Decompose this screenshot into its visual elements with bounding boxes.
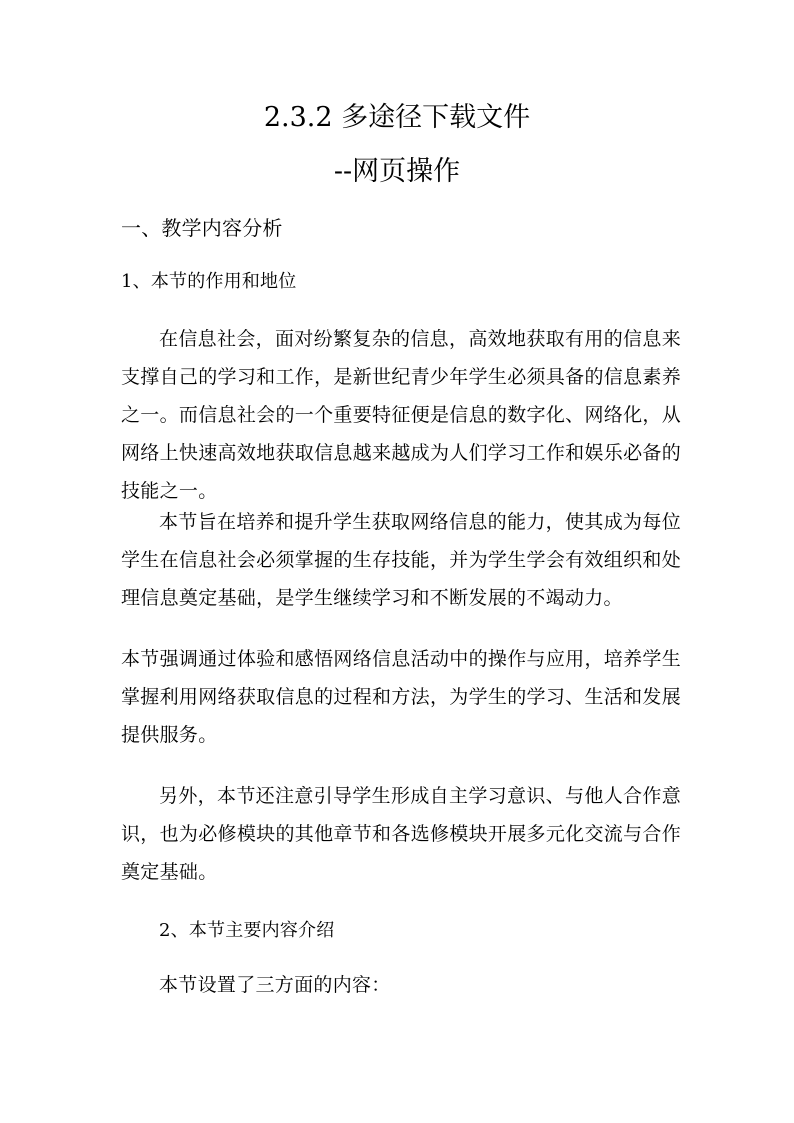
paragraph-section-emphasis: 本节强调通过体验和感悟网络信息活动中的操作与应用，培养学生掌握利用网络获取信息的过程和方法，为学生的学习、生活和发展提供服务。 [121, 648, 681, 746]
document-title: 2.3.2 多途径下载文件 [263, 102, 531, 133]
subsection-heading-role-position: 1、本节的作用和地位 [121, 271, 297, 292]
subsection-heading-main-content: 2、本节主要内容介绍 [159, 920, 335, 941]
paragraph-collaboration: 另外，本节还注意引导学生形成自主学习意识、与他人合作意识，也为必修模块的其他章节和各选修模块开展多元化交流与合作奠定基础。 [121, 785, 681, 883]
section-heading-teaching-analysis: 一、教学内容分析 [121, 216, 283, 240]
document-subtitle: --网页操作 [333, 156, 461, 187]
closing-line: 本节设置了三方面的内容： [159, 974, 391, 996]
paragraph-section-purpose: 本节旨在培养和提升学生获取网络信息的能力，使其成为每位学生在信息社会必须掌握的生存技能，并为学生学会有效组织和处理信息奠定基础，是学生继续学习和不断发展的不竭动力。 [121, 511, 681, 609]
paragraph-information-society: 在信息社会，面对纷繁复杂的信息，高效地获取有用的信息来支撑自己的学习和工作，是新世纪青少年学生必须具备的信息素养之一。而信息社会的一个重要特征便是信息的数字化、网络化，从网络上快速高效地获取信息越来越成为人们学习工作和娱乐必备的技能之一。 [121, 328, 681, 502]
